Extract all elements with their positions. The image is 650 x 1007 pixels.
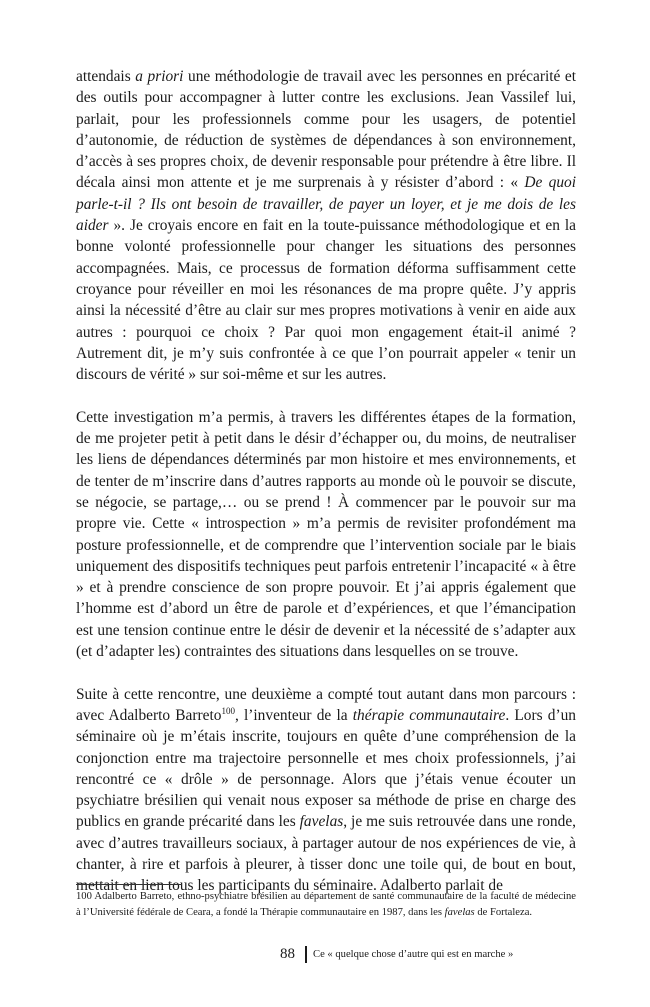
body-text (76, 66, 576, 897)
footer-separator (305, 946, 307, 963)
text-run: une méthodologie de travail avec les personnes en précarité et des outils pour accompagner à lutter contre les exclusions. Jean Vassilef lui, parlait, pour les professionnels comme pour les usagers, de potentiel d’autonomie, de réduction de systèmes de dépendances à son environnement, d’accès à ses propres choix, de devenir responsable pour prétendre à être libre. Il décala ainsi mon attente et je me surprenais à y résister d’abord : « (76, 68, 576, 192)
paragraph (76, 684, 576, 897)
text-run: Suite à cette rencontre, une deuxième a compté tout autant dans mon parcours : avec Adalberto Barreto (76, 685, 576, 724)
footnote-text: 100 Adalberto Barreto, ethno-psychiatre brésilien au département de santé communautaire de la faculté de médecine à l’Université fédérale de Ceara, a fondé la Thérapie communautaire en 1987, dans les (76, 891, 576, 918)
text-run: , l’inventeur de la (234, 706, 353, 724)
text-run: , je me suis retrouvée dans une ronde, avec d’autres travailleurs sociaux, à partager autour de nos expériences de vie, à chanter, à rire et parfois à pleurer, à tisser donc une toile qui, de bout en bout, mettait en lien tous les participants du séminaire. Adalberto parlait de (76, 813, 576, 895)
footnote-text: de Fortaleza. (474, 907, 533, 918)
text-run: . Lors d’un séminaire où je m’étais inscrite, toujours en quête d’une compréhension de la conjonction entre ma trajectoire personnelle et mes choix professionnels, j’ai rencontré ce « drôle » de personnage. Alors que j’étais venue écouter un psychiatre brésilien qui venait nous exposer sa méthode de prise en charge des publics en grande précarité dans les (76, 706, 576, 831)
running-title: Ce « quelque chose d’autre qui est en marche » (313, 948, 514, 960)
text-run: ». Je croyais encore en fait en la toute-puissance méthodologique et en la bonne volonté professionnelle pour changer les situations des personnes accompagnées. Mais, ce processus de formation déforma suffisamment cette croyance pour réveiller en moi les résonances de ma propre quête. J’y appris ainsi la nécessité d’être au clair sur mes propres motivations à venir en aide aux autres : pourquoi ce choix ? Par quoi mon engagement était-il animé ? Autrement dit, je m’y suis confrontée à ce que l’on pourrait appeler « tenir un discours de vérité » sur soi-même et sur les autres. (76, 217, 576, 384)
paragraph (76, 66, 576, 385)
italic-text: thérapie communautaire (352, 706, 506, 724)
italic-quote: De quoi parle-t-il ? Ils ont besoin de travailler, de payer un loyer, et je me dois de les aider (76, 174, 577, 235)
page-footer (280, 943, 580, 965)
footnote-divider (76, 884, 182, 885)
page-number: 88 (280, 945, 295, 962)
text-run: attendais (76, 68, 136, 85)
footnote-reference[interactable]: 100 (221, 705, 235, 716)
paragraph: Cette investigation m’a permis, à travers les différentes étapes de la formation, de me projeter petit à petit dans le désir d’échapper ou, du moins, de neutraliser les liens de dépendances déterminés par mon histoire et mes environnements, et de tenter de m’inscrire dans d’autres rapports au monde où le pouvoir se discute, se négocie, se partage,… ou se prend ! À commencer par le pouvoir sur ma propre vie. Cette « introspection » m’a permis de revisiter profondément ma posture professionnelle, et de comprendre que l’intervention sociale par le biais uniquement des dispositifs techniques peut parfois entretenir l’incapacité « à être » et à prendre conscience de son propre pouvoir. Et j’ai appris également que l’homme est d’abord un être de parole et d’expériences, et que l’émancipation est une tension continue entre le désir de devenir et la nécessité de s’adapter aux (et d’adapter les) contraintes des situations dans lesquelles on se trouve. (76, 408, 576, 661)
footnote (76, 889, 576, 921)
italic-text: a priori (135, 68, 184, 85)
italic-text: favelas (299, 813, 344, 831)
italic-text: favelas (444, 907, 475, 918)
